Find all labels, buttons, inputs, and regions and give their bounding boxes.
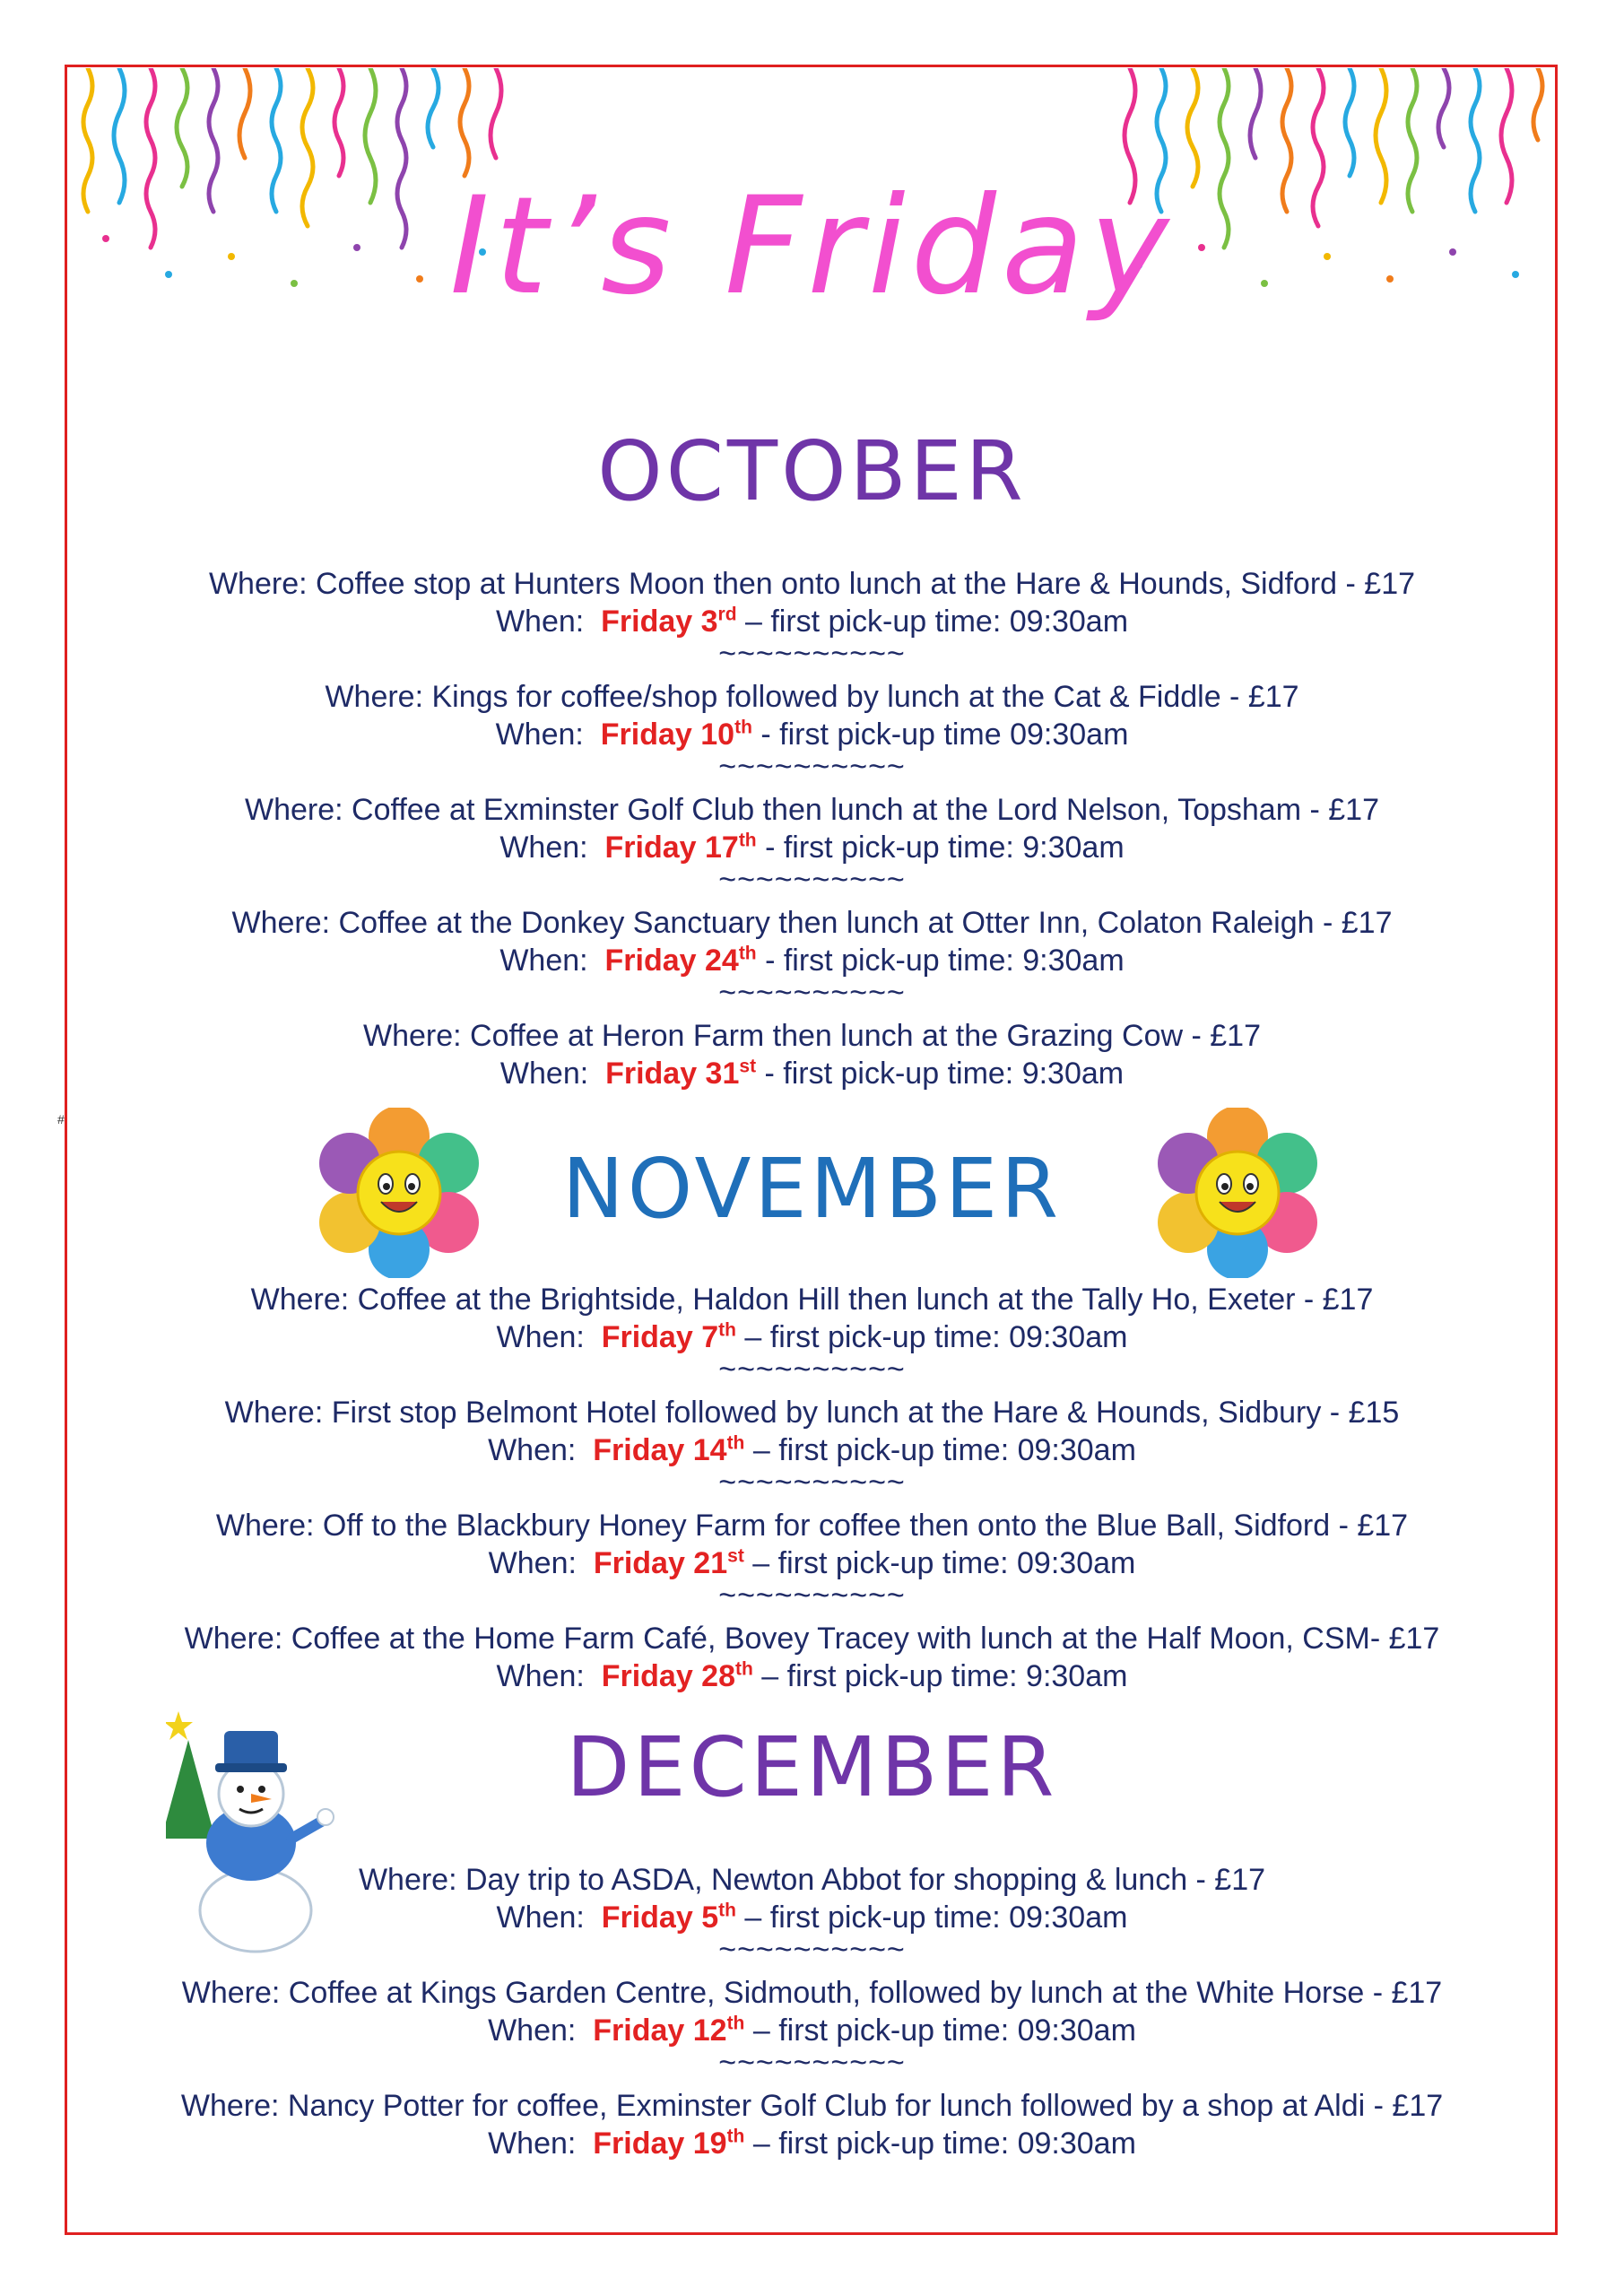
trip-where: Where: First stop Belmont Hotel followed by lunch at the Hare & Hounds, Sidbury - £15 [224, 1396, 1400, 1430]
december-trips [0, 1861, 1624, 2162]
trip-where: Where: Coffee at the Home Farm Café, Bovey Tracey with lunch at the Half Moon, CSM- £17 [184, 1622, 1440, 1656]
separator: ~~~~~~~~~~ [718, 976, 906, 1010]
stray-mark: # [57, 1112, 65, 1126]
trip-when: When: Friday 28th – first pick-up time: 9:30am [496, 1658, 1128, 1693]
trip-when: When: Friday 24th - first pick-up time: 9:30am [499, 943, 1125, 978]
trip-where: Where: Kings for coffee/shop followed by lunch at the Cat & Fiddle - £17 [325, 680, 1299, 714]
trip-when: When: Friday 3rd – first pick-up time: 09:30am [495, 604, 1129, 639]
trip-when: When: Friday 19th – first pick-up time: 09:30am [488, 2126, 1136, 2161]
separator: ~~~~~~~~~~ [718, 1933, 906, 1967]
november-trips [0, 1281, 1624, 1695]
month-heading-november: NOVEMBER [561, 1141, 1063, 1237]
trip-where: Where: Off to the Blackbury Honey Farm for coffee then onto the Blue Ball, Sidford - £17 [215, 1509, 1409, 1543]
month-heading-december: DECEMBER [566, 1719, 1058, 1815]
separator: ~~~~~~~~~~ [718, 2046, 906, 2080]
separator: ~~~~~~~~~~ [718, 1465, 906, 1500]
separator: ~~~~~~~~~~ [718, 863, 906, 897]
trip-where: Where: Coffee at Heron Farm then lunch at the Grazing Cow - £17 [363, 1019, 1261, 1053]
trip-when: When: Friday 31st - first pick-up time: 9:30am [499, 1056, 1125, 1091]
trip-where: Where: Day trip to ASDA, Newton Abbot for shopping & lunch - £17 [358, 1863, 1266, 1897]
separator: ~~~~~~~~~~ [718, 750, 906, 784]
trip-when: When: Friday 7th – first pick-up time: 09:30am [496, 1319, 1128, 1354]
trip-when: When: Friday 14th – first pick-up time: 09:30am [488, 1432, 1136, 1467]
month-heading-october: OCTOBER [597, 423, 1027, 519]
trip-where: Where: Coffee at the Brightside, Haldon Hill then lunch at the Tally Ho, Exeter - £17 [250, 1283, 1374, 1317]
trip-when: When: Friday 10th - first pick-up time 09:30am [495, 717, 1129, 752]
separator: ~~~~~~~~~~ [718, 637, 906, 671]
october-trips [0, 565, 1624, 1092]
trip-when: When: Friday 12th – first pick-up time: 09:30am [488, 2013, 1136, 2048]
trip-where: Where: Coffee stop at Hunters Moon then onto lunch at the Hare & Hounds, Sidford - £17 [208, 567, 1416, 601]
separator: ~~~~~~~~~~ [718, 1352, 906, 1387]
trip-where: Where: Coffee at Kings Garden Centre, Sidmouth, followed by lunch at the White Horse - £17 [181, 1976, 1443, 2010]
trip-where: Where: Coffee at Exminster Golf Club then lunch at the Lord Nelson, Topsham - £17 [245, 793, 1379, 827]
trip-when: When: Friday 17th - first pick-up time: 9:30am [499, 830, 1125, 865]
trip-when: When: Friday 5th – first pick-up time: 09:30am [496, 1900, 1128, 1935]
trip-where: Where: Coffee at the Donkey Sanctuary then lunch at Otter Inn, Colaton Raleigh - £17 [231, 906, 1393, 940]
trip-when: When: Friday 21st – first pick-up time: 09:30am [488, 1545, 1136, 1580]
page-title: It’s Friday [449, 169, 1175, 325]
separator: ~~~~~~~~~~ [718, 1578, 906, 1613]
trip-where: Where: Nancy Potter for coffee, Exminster Golf Club for lunch followed by a shop at Aldi - £17 [180, 2089, 1444, 2123]
